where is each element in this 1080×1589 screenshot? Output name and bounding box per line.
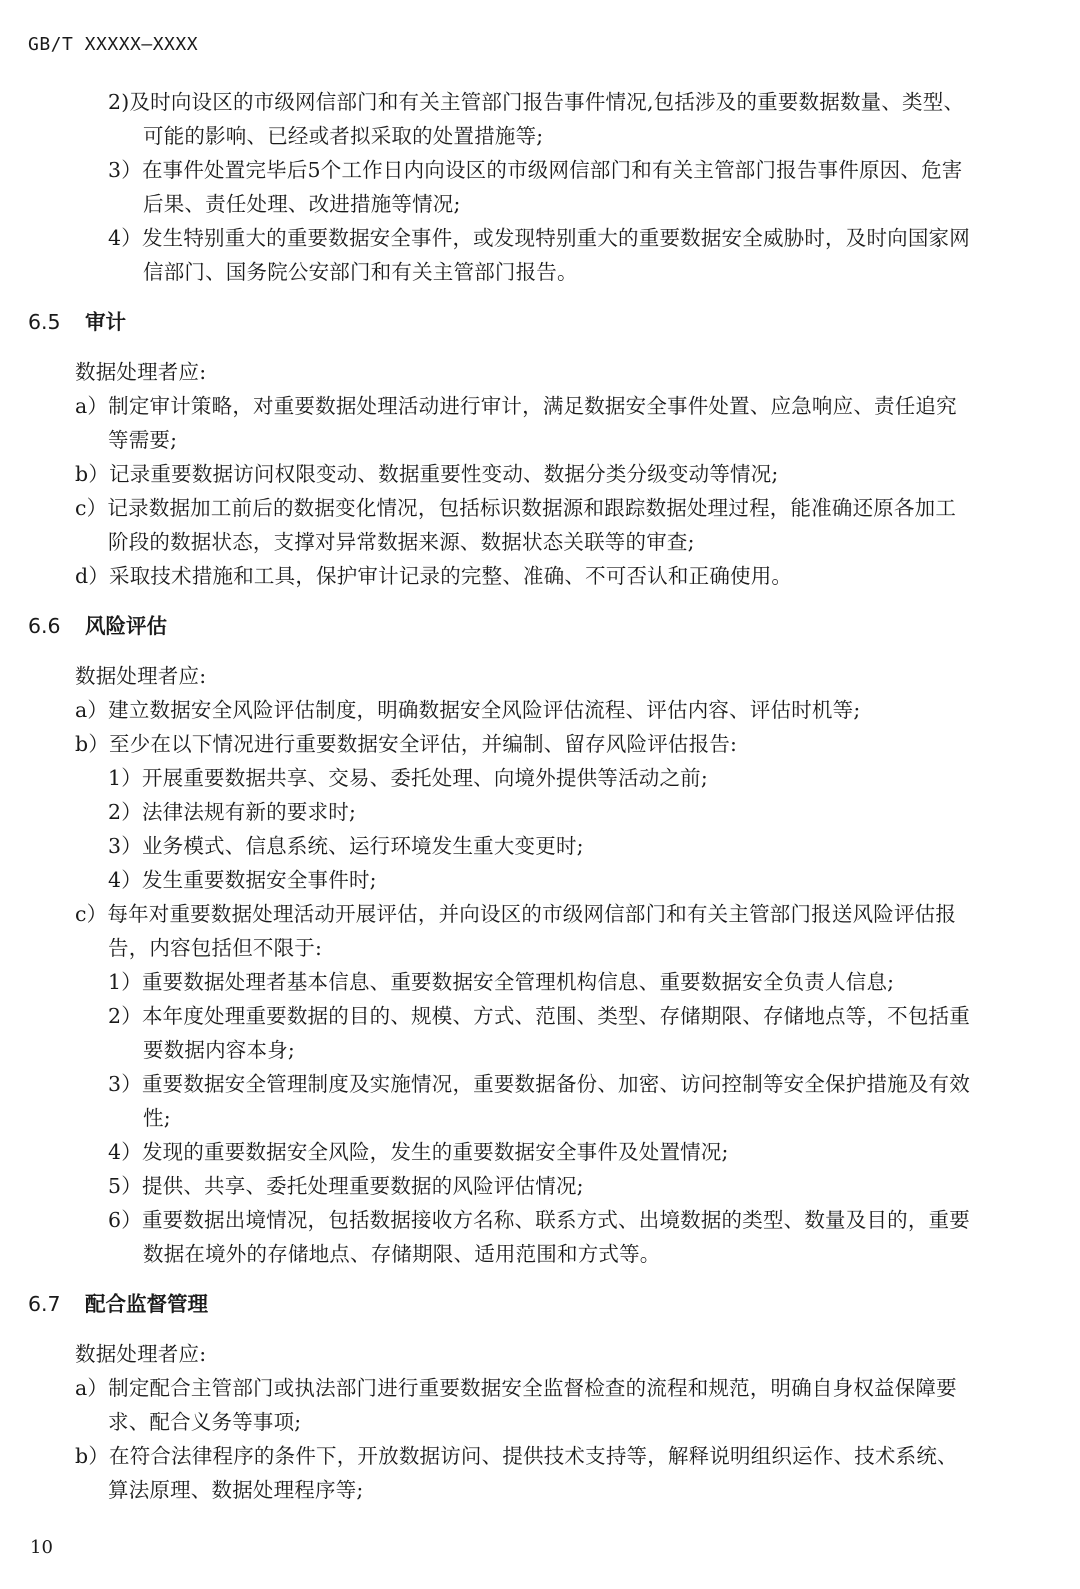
list-item-line: a）制定审计策略，对重要数据处理活动进行审计，满足数据安全事件处置、应急响应、责任追究 [75,394,957,418]
sub-list-item: 2）本年度处理重要数据的目的、规模、方式、范围、类型、存储期限、存储地点等，不包括重 [108,1004,970,1028]
list-item-line: 后果、责任处理、改进措施等情况; [143,192,461,216]
section-number: 6.7 [28,1292,61,1316]
list-item-line: 算法原理、数据处理程序等; [108,1478,364,1502]
list-item-line: a）建立数据安全风险评估制度，明确数据安全风险评估流程、评估内容、评估时机等; [75,698,861,722]
sub-list-item: 2）法律法规有新的要求时; [108,800,357,824]
list-item-line: c）记录数据加工前后的数据变化情况，包括标识数据源和跟踪数据处理过程，能准确还原各加工 [75,496,957,520]
list-item-line: 4）发生特别重大的重要数据安全事件，或发现特别重大的重要数据安全威胁时，及时向国家网 [108,226,970,250]
list-item-line: 2)及时向设区的市级网信部门和有关主管部门报告事件情况,包括涉及的重要数据数量、类型、 [108,90,965,114]
section-title: 审计 [85,310,126,334]
sub-list-item: 4）发生重要数据安全事件时; [108,868,377,892]
section-number: 6.5 [28,310,61,334]
list-item-line: b）至少在以下情况进行重要数据安全评估，并编制、留存风险评估报告: [75,732,738,756]
list-item-line: 阶段的数据状态，支撑对异常数据来源、数据状态关联等的审查; [108,530,695,554]
sub-list-item: 4）发现的重要数据安全风险，发生的重要数据安全事件及处置情况; [108,1140,729,1164]
section-heading-6-6 [0,609,1080,643]
list-item-line: 告，内容包括但不限于: [108,936,323,960]
sub-list-item: 数据在境外的存储地点、存储期限、适用范围和方式等。 [143,1242,661,1266]
list-item-line: b）记录重要数据访问权限变动、数据重要性变动、数据分类分级变动等情况; [75,462,779,486]
sub-list-item: 3）业务模式、信息系统、运行环境发生重大变更时; [108,834,584,858]
section-intro: 数据处理者应: [75,1342,207,1366]
sub-list-item: 5）提供、共享、委托处理重要数据的风险评估情况; [108,1174,584,1198]
section-heading-6-5 [0,305,1080,339]
list-item-line: 3）在事件处置完毕后5个工作日内向设区的市级网信部门和有关主管部门报告事件原因、危害 [108,158,963,182]
list-item-line: 信部门、国务院公安部门和有关主管部门报告。 [143,260,578,284]
document-body [0,85,1080,1507]
section-intro: 数据处理者应: [75,360,207,384]
list-item-line: d）采取技术措施和工具，保护审计记录的完整、准确、不可否认和正确使用。 [75,564,793,588]
section-intro: 数据处理者应: [75,664,207,688]
sub-list-item: 1）重要数据处理者基本信息、重要数据安全管理机构信息、重要数据安全负责人信息; [108,970,895,994]
section-title: 配合监督管理 [85,1292,208,1316]
sub-list-item: 3）重要数据安全管理制度及实施情况，重要数据备份、加密、访问控制等安全保护措施及有效 [108,1072,970,1096]
sub-list-item: 1）开展重要数据共享、交易、委托处理、向境外提供等活动之前; [108,766,708,790]
sub-list-item: 6）重要数据出境情况，包括数据接收方名称、联系方式、出境数据的类型、数量及目的，重要 [108,1208,970,1232]
list-item-line: 可能的影响、已经或者拟采取的处置措施等; [143,124,544,148]
page-number: 10 [30,1537,53,1558]
list-item-line: a）制定配合主管部门或执法部门进行重要数据安全监督检查的流程和规范，明确自身权益保障要 [75,1376,957,1400]
sub-list-item: 要数据内容本身; [143,1038,296,1062]
sub-list-item: 性; [143,1106,171,1130]
section-title: 风险评估 [85,614,167,638]
document-code-header: GB/T XXXXX—XXXX [28,34,199,55]
section-number: 6.6 [28,614,61,638]
list-item-line: b）在符合法律程序的条件下，开放数据访问、提供技术支持等，解释说明组织运作、技术系统、 [75,1444,958,1468]
list-item-line: 等需要; [108,428,178,452]
list-item-line: c）每年对重要数据处理活动开展评估，并向设区的市级网信部门和有关主管部门报送风险评估报 [75,902,957,926]
section-heading-6-7 [0,1287,1080,1321]
list-item-line: 求、配合义务等事项; [108,1410,302,1434]
